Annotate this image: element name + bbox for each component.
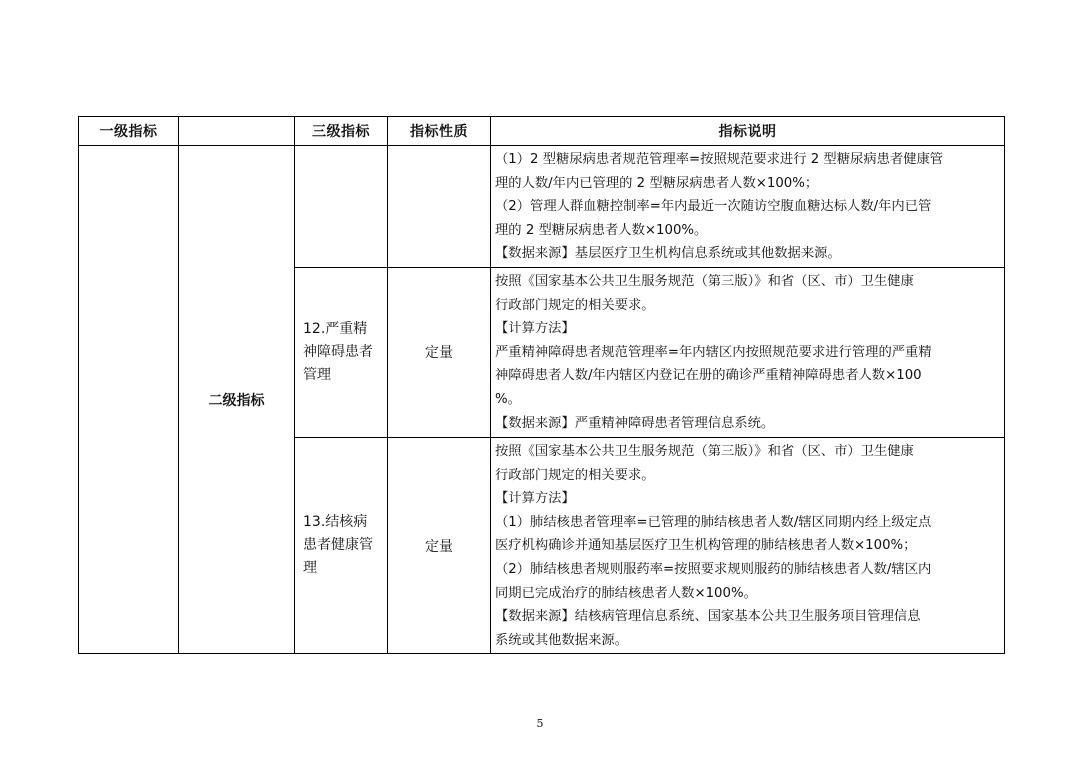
- nature-cell: 定量: [388, 437, 491, 653]
- description-cell: [491, 267, 1005, 437]
- header-nature: 指标性质: [388, 117, 491, 146]
- description-line: 同期已完成治疗的肺结核患者人数×100%。: [495, 585, 757, 601]
- level3-cell: 12.严重精神障碍患者管理: [295, 267, 388, 437]
- description-line: 【数据来源】严重精神障碍患者管理信息系统。: [495, 415, 775, 431]
- header-level2: [179, 117, 295, 146]
- table-row: [79, 146, 1005, 268]
- description-line: 【计算方法】: [495, 321, 575, 337]
- description-line: 严重精神障碍患者规范管理率=年内辖区内按照规范要求进行管理的严重精: [495, 344, 932, 360]
- description-line: 系统或其他数据来源。: [495, 632, 628, 648]
- description-line: 医疗机构确诊并通知基层医疗卫生机构管理的肺结核患者人数×100%；: [495, 538, 917, 554]
- description-line: 行政部门规定的相关要求。: [495, 297, 655, 313]
- description-line: 理的 2 型糖尿病患者人数×100%。: [495, 222, 708, 238]
- description-line: 【计算方法】: [495, 491, 575, 507]
- level2-cell: 二级指标: [179, 146, 295, 654]
- nature-cell: [388, 146, 491, 268]
- description-line: 【数据来源】基层医疗卫生机构信息系统或其他数据来源。: [495, 246, 841, 262]
- header-description: 指标说明: [491, 117, 1005, 146]
- description-cell: [491, 437, 1005, 653]
- description-cell: [491, 146, 1005, 268]
- level3-cell: 13.结核病患者健康管理: [295, 437, 388, 653]
- level3-cell: [295, 146, 388, 268]
- description-line: （1）2 型糖尿病患者规范管理率=按照规范要求进行 2 型糖尿病患者健康管: [495, 152, 944, 167]
- level1-cell: [79, 146, 179, 654]
- page-number: 5: [536, 717, 544, 730]
- indicator-table: [78, 116, 1005, 654]
- header-level3: 三级指标: [295, 117, 388, 146]
- description-line: （1）肺结核患者管理率=已管理的肺结核患者人数/辖区同期内经上级定点: [495, 514, 932, 530]
- table-header-row: [79, 117, 1005, 146]
- description-line: 行政部门规定的相关要求。: [495, 467, 655, 483]
- description-line: 按照《国家基本公共卫生服务规范（第三版）》和省（区、市）卫生健康: [495, 273, 914, 289]
- header-level1: 一级指标: [79, 117, 179, 146]
- description-line: 理的人数/年内已管理的 2 型糖尿病患者人数×100%；: [495, 175, 819, 191]
- description-line: 【数据来源】结核病管理信息系统、国家基本公共卫生服务项目管理信息: [495, 609, 921, 625]
- description-line: （2）肺结核患者规则服药率=按照要求规则服药的肺结核患者人数/辖区内: [495, 561, 932, 577]
- description-line: 按照《国家基本公共卫生服务规范（第三版）》和省（区、市）卫生健康: [495, 443, 914, 459]
- description-line: 神障碍患者人数/年内辖区内登记在册的确诊严重精神障碍患者人数×100: [495, 368, 922, 384]
- description-line: %。: [495, 391, 521, 407]
- nature-cell: 定量: [388, 267, 491, 437]
- description-line: （2）管理人群血糖控制率=年内最近一次随访空腹血糖达标人数/年内已管: [495, 199, 932, 215]
